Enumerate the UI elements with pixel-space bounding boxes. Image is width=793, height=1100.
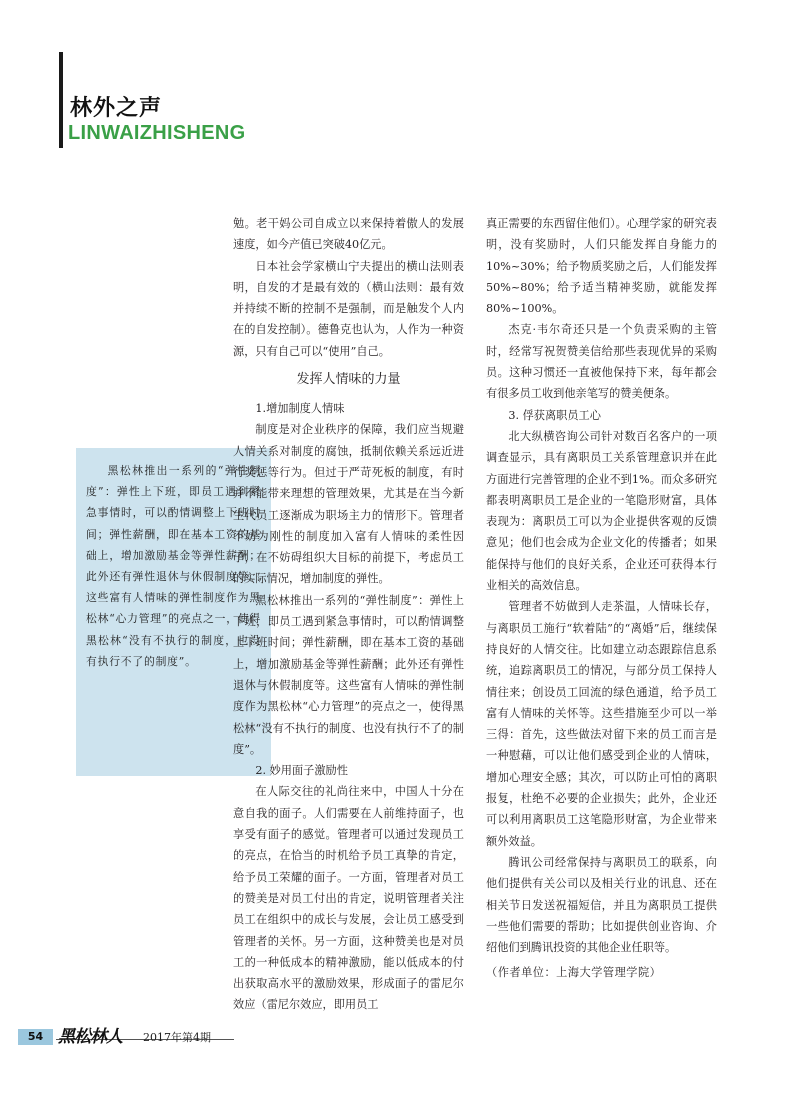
paragraph: 杰克·韦尔奇还只是一个负责采购的主管时，经常写祝贺赞美信给那些表现优异的采购员。这种习惯还一直被他保持下来，每年都会有很多员工收到他亲笔写的赞美便条。 xyxy=(486,323,717,401)
section-heading: 发挥人情味的力量 xyxy=(296,372,401,388)
issue-label: 2017年第4期 xyxy=(143,1031,211,1044)
paragraph: 制度是对企业秩序的保障，我们应当规避人情关系对制度的腐蚀，抵制依赖关系远近进行奖惩等行为。但过于严苛死板的制度，有时并不能带来理想的管理效果，尤其是在当今新生代员工逐渐成为职场主力的情形下。管理者不妨为刚性的制度加入富有人情味的柔性因子，在不妨碍组织大目标的前提下，考虑员工的实际情况，增加制度的弹性。 xyxy=(233,423,464,586)
paragraph: 管理者不妨做到人走茶温，人情味长存，与离职员工施行“软着陆”的“离婚”后，继续保持良好的人情交往。比如建立动态跟踪信息系统，追踪离职员工的情况，与部分员工保持人情往来；创设员工回流的绿色通道，给予员工富有人情味的关怀等。这些措施至少可以一举三得：首先，这些做法对留下来的员工而言是一种慰藉，可以让他们感受到企业的人情味，增加心理安全感；其次，可以防止可怕的离职报复，杜绝不必要的企业损失；此外，企业还可以利用离职员工这笔隐形财富，为企业带来额外效益。 xyxy=(486,600,717,848)
paragraph: 腾讯公司经常保持与离职员工的联系，向他们提供有关公司以及相关行业的讯息、还在相关节日发送祝福短信，并且为离职员工提供一些他们需要的帮助；比如提供创业咨询、介绍他们到腾讯投资的其他企业任职等。 xyxy=(486,855,717,955)
page-number: 54 xyxy=(18,1029,53,1045)
article-column-left xyxy=(233,213,464,1016)
paragraph: 北大纵横咨询公司针对数百名客户的一项调查显示，具有离职员工关系管理意识并在此方面进行完善管理的企业不到1%。而众多研究都表明离职员工是企业的一笔隐形财富，具体表现为：离职员工可以为企业提供客观的反馈意见；他们也会成为企业文化的传播者；如果能保持与他们的良好关系，企业还可获得本行业相关的高效信息。 xyxy=(486,429,717,593)
header-vertical-bar xyxy=(59,52,63,148)
author-affiliation: （作者单位：上海大学管理学院） xyxy=(486,966,662,980)
subheading: 1.增加制度人情味 xyxy=(255,402,345,416)
subheading: 2. 妙用面子激励性 xyxy=(255,764,348,778)
column-title-pinyin: LINWAIZHISHENG xyxy=(68,122,246,144)
article-column-right xyxy=(486,213,717,984)
paragraph: 在人际交往的礼尚往来中，中国人十分在意自我的面子。人们需要在人前维持面子，也享受有面子的感觉。管理者可以通过发现员工的亮点，在恰当的时机给予员工真挚的肯定，给予员工荣耀的面子。一方面，管理者对员工的赞美是对员工付出的肯定，说明管理者关注员工在组织中的成长与发展，会让员工感受到管理者的关怀。另一方面，这种赞美也是对员工的一种低成本的精神激励，能以低成本的付出获取高水平的激励效果，形成面子的雷尼尔效应（雷尼尔效应，即用员工 xyxy=(233,785,464,1012)
paragraph: 真正需要的东西留住他们）。心理学家的研究表明，没有奖励时，人们只能发挥自身能力的10%~30%；给予物质奖励之后，人们能发挥50%~80%；给予适当精神奖励，就能发挥80%~100%。 xyxy=(486,217,717,316)
magazine-logo: 黑松林人 xyxy=(58,1027,122,1047)
column-title: 林外之声 xyxy=(70,96,163,121)
paragraph: 勉。老干妈公司自成立以来保持着傲人的发展速度，如今产值已突破40亿元。 xyxy=(233,217,464,252)
pull-quote-text: 黑松林推出一系列的“弹性制度”：弹性上下班，即员工遇到紧急事情时，可以酌情调整上下班时间；弹性薪酬，即在基本工资的基础上，增加激励基金等弹性薪酬；此外还有弹性退休与休假制度等。这些富有人情味的弹性制度作为黑松林“心力管理”的亮点之一，使得黑松林“没有不执行的制度，也没有执行不了的制度”。 xyxy=(86,464,261,668)
paragraph: 黑松林推出一系列的“弹性制度”：弹性上下班，即员工遇到紧急事情时，可以酌情调整上下班时间；弹性薪酬，即在基本工资的基础上，增加激励基金等弹性薪酬；此外还有弹性退休与休假制度等。这些富有人情味的弹性制度作为黑松林“心力管理”的亮点之一，使得黑松林“没有不执行的制度、也没有执行不了的制度”。 xyxy=(233,593,464,756)
paragraph: 日本社会学家横山宁夫提出的横山法则表明，自发的才是最有效的（横山法则：最有效并持续不断的控制不是强制，而是触发个人内在的自发控制）。德鲁克也认为，人作为一种资源，只有自己可以“使用”自己。 xyxy=(233,259,464,358)
subheading: 3. 俘获离职员工心 xyxy=(508,408,601,422)
